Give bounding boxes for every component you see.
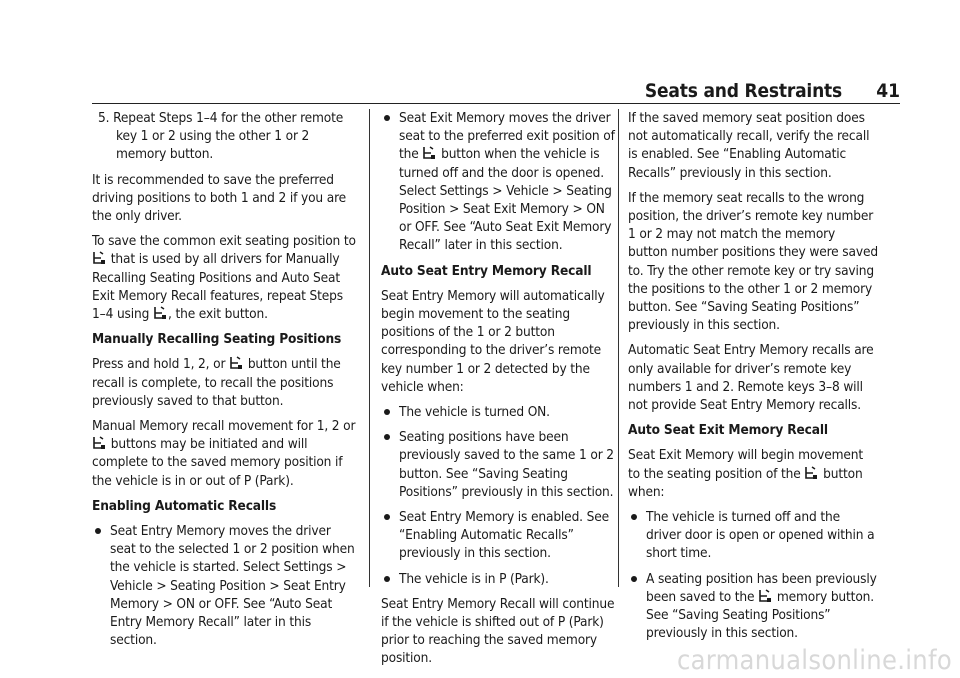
- list-item: [628, 508, 878, 563]
- subheading: Enabling Automatic Recalls: [92, 497, 277, 514]
- bullet-icon: [95, 528, 101, 534]
- text: Seat Entry Memory is enabled. See “Enabling Automatic Recalls” previously in this section.: [399, 509, 610, 562]
- text: buttons may be initiated and will complete to the saved memory position if the vehicle is in or out of P (Park).: [92, 436, 343, 489]
- seat-exit-memory-icon: [230, 356, 243, 370]
- text: A seating position has been previously been saved to the: [646, 570, 877, 605]
- list-item: [92, 522, 357, 649]
- text: To save the common exit seating position to: [92, 233, 356, 250]
- list-item: [381, 109, 617, 255]
- text: button until the recall is complete, to recall the positions previously saved to that button.: [92, 356, 341, 409]
- bullet-list: [381, 403, 617, 588]
- list-item: [381, 428, 617, 501]
- bullet-icon: [384, 434, 390, 440]
- subheading: Auto Seat Entry Memory Recall: [381, 262, 592, 279]
- watermark[interactable]: carmanualsonline.info: [676, 645, 952, 676]
- text: memory button. See “Saving Seating Positions” previously in this section.: [646, 588, 874, 642]
- text: Seat Exit Memory moves the driver seat to the preferred exit position of the: [399, 110, 615, 163]
- seat-exit-memory-icon: [154, 306, 167, 320]
- list-item: [381, 403, 617, 421]
- text: Seating positions have been previously saved to the same 1 or 2 button. See “Saving Seating Positions” previously in this section.: [399, 429, 614, 500]
- list-item: [628, 570, 878, 643]
- text: button when the vehicle is turned off and the door is opened. Select Settings > Vehicle > Seating Position > Seat Exit Memory > ON or OFF. See “Auto Seat Exit Memory Recall” later in this section.: [399, 146, 612, 254]
- seat-exit-memory-icon: [759, 589, 772, 603]
- bullet-icon: [631, 514, 637, 520]
- column-divider: [618, 109, 619, 587]
- paragraph: [628, 446, 878, 501]
- section-title: Seats and Restraints: [644, 80, 842, 102]
- paragraph: It is recommended to save the preferred driving positions to both 1 and 2 if you are the only driver.: [92, 171, 347, 225]
- column-divider: [369, 109, 370, 587]
- header-rule: [92, 103, 900, 104]
- seat-exit-memory-icon: [423, 146, 436, 160]
- seat-exit-memory-icon: [93, 436, 106, 450]
- text: Seat Entry Memory moves the driver seat to the selected 1 or 2 position when the vehicle is started. Select Settings > Vehicle > Seating Position > Seat Entry Memory > ON or OFF. See “Auto Seat Entry Memory Recall” later in this section.: [110, 523, 355, 649]
- bullet-icon: [384, 576, 390, 582]
- bullet-list: [628, 508, 878, 642]
- paragraph: [92, 355, 357, 410]
- paragraph: [92, 232, 357, 323]
- bullet-list: [381, 109, 617, 255]
- subheading: Auto Seat Exit Memory Recall: [628, 422, 828, 439]
- paragraph: [92, 417, 357, 490]
- column-2: [381, 109, 617, 675]
- bullet-icon: [384, 514, 390, 520]
- text: Manual Memory recall movement for 1, 2 or: [92, 418, 356, 435]
- paragraph: Automatic Seat Entry Memory recalls are only available for driver’s remote key numbers 1 and 2. Remote keys 3–8 will not provide Seat Entry Memory recalls.: [628, 342, 874, 414]
- paragraph: If the memory seat recalls to the wrong position, the driver’s remote key number 1 or 2 may not match the memory button number positions they were saved to. Try the other remote key or try saving the positions to the other 1 or 2 memory button. See “Saving Seating Positions” previously in this section.: [628, 189, 878, 334]
- text: that is used by all drivers for Manually Recalling Seating Positions and Auto Seat Exit Memory Recall features, repeat Steps 1–4 using: [92, 251, 344, 323]
- text: The vehicle is turned ON.: [399, 404, 550, 421]
- column-3: [628, 109, 878, 649]
- bullet-list: [92, 522, 357, 649]
- list-item: [381, 508, 617, 563]
- bullet-icon: [384, 115, 390, 121]
- paragraph: Seat Entry Memory Recall will continue if the vehicle is shifted out of P (Park) prior to reaching the saved memory position.: [381, 595, 615, 667]
- seat-exit-memory-icon: [93, 251, 106, 265]
- bullet-icon: [631, 576, 637, 582]
- list-item: [381, 570, 617, 588]
- column-1: [92, 109, 357, 656]
- paragraph: If the saved memory seat position does not automatically recall, verify the recall is enabled. See “Enabling Automatic Recalls” previously in this section.: [628, 110, 870, 181]
- step-5: 5. Repeat Steps 1–4 for the other remote key 1 or 2 using the other 1 or 2 memory button.: [98, 110, 344, 163]
- text: The vehicle is turned off and the driver door is open or opened within a short time.: [646, 509, 875, 562]
- subheading: Manually Recalling Seating Positions: [92, 331, 342, 348]
- text: Seat Exit Memory will begin movement to the seating position of the: [628, 447, 864, 482]
- text: Press and hold 1, 2, or: [92, 356, 226, 373]
- text: The vehicle is in P (Park).: [399, 570, 549, 587]
- seat-exit-memory-icon: [805, 466, 818, 480]
- text: button when:: [628, 465, 863, 500]
- paragraph: Seat Entry Memory will automatically begin movement to the seating positions of the 1 or 2 button corresponding to the driver’s remote key number 1 or 2 detected by the vehicle when:: [381, 287, 605, 395]
- text: , the exit button.: [167, 306, 268, 323]
- page-number: 41: [876, 80, 900, 102]
- bullet-icon: [384, 409, 390, 415]
